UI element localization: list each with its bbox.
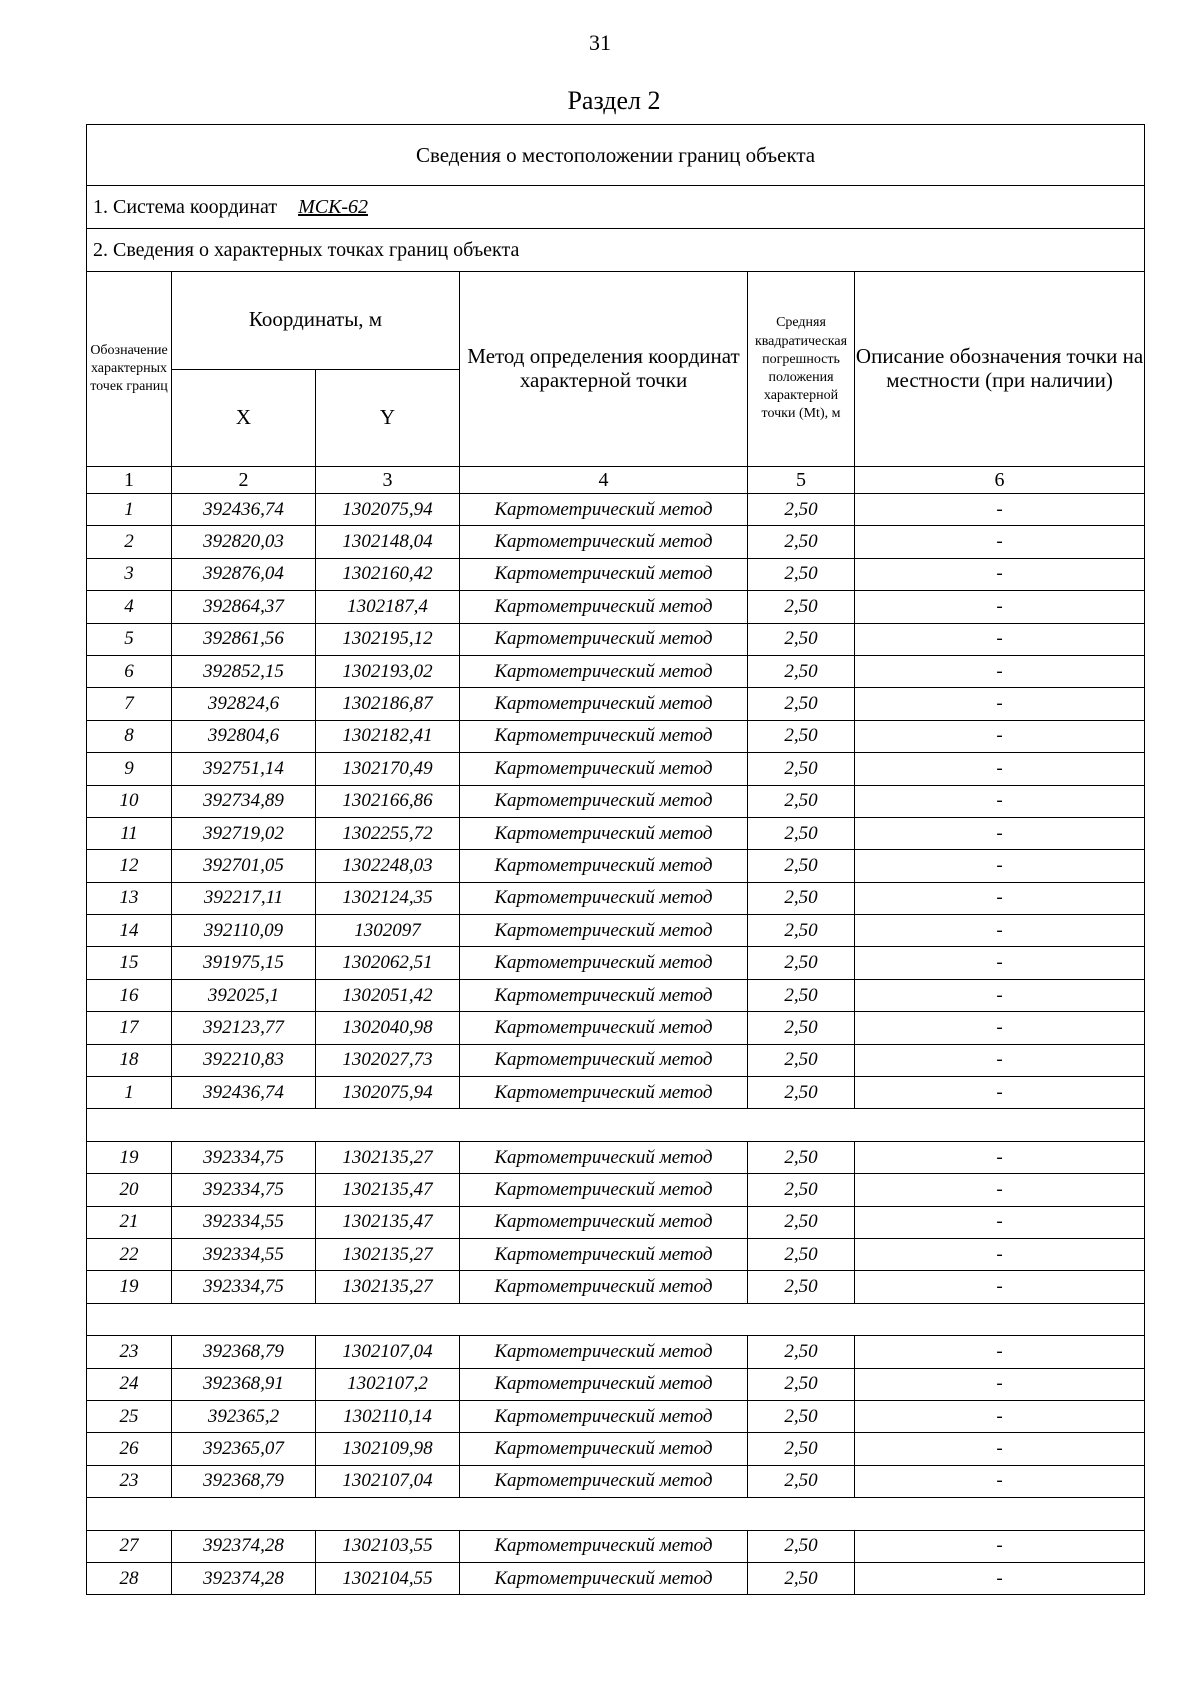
point-number: 11 <box>87 817 172 849</box>
column-number: 4 <box>460 467 748 494</box>
point-number: 28 <box>87 1562 172 1594</box>
points-heading: 2. Сведения о характерных точках границ объекта <box>87 229 1145 272</box>
point-number: 18 <box>87 1044 172 1076</box>
column-number: 3 <box>316 467 460 494</box>
group-separator-row <box>87 1303 1145 1335</box>
error-value: 2,50 <box>748 1174 855 1206</box>
coord-y: 1302182,41 <box>316 720 460 752</box>
method: Картометрический метод <box>460 882 748 914</box>
table-row <box>87 1174 1145 1206</box>
coord-x: 392734,89 <box>172 785 316 817</box>
group-separator-row <box>87 1109 1145 1141</box>
description: - <box>855 1368 1145 1400</box>
description: - <box>855 1044 1145 1076</box>
error-value: 2,50 <box>748 753 855 785</box>
point-number: 17 <box>87 1012 172 1044</box>
coord-x: 392365,07 <box>172 1433 316 1465</box>
boundary-points-table <box>86 124 1145 1595</box>
description: - <box>855 979 1145 1011</box>
table-row <box>87 623 1145 655</box>
method: Картометрический метод <box>460 817 748 849</box>
table-row <box>87 1530 1145 1562</box>
column-numbers-row <box>87 467 1145 494</box>
title-row <box>87 125 1145 186</box>
coord-x: 392334,55 <box>172 1206 316 1238</box>
method: Картометрический метод <box>460 1562 748 1594</box>
section-title: Раздел 2 <box>567 86 661 115</box>
coord-x: 392864,37 <box>172 591 316 623</box>
method: Картометрический метод <box>460 1400 748 1432</box>
column-number: 2 <box>172 467 316 494</box>
coord-y: 1302124,35 <box>316 882 460 914</box>
coord-x: 391975,15 <box>172 947 316 979</box>
method: Картометрический метод <box>460 785 748 817</box>
error-value: 2,50 <box>748 1465 855 1497</box>
table-row <box>87 1562 1145 1594</box>
description: - <box>855 1433 1145 1465</box>
error-value: 2,50 <box>748 915 855 947</box>
error-value: 2,50 <box>748 1530 855 1562</box>
coord-y: 1302104,55 <box>316 1562 460 1594</box>
point-number: 2 <box>87 526 172 558</box>
method: Картометрический метод <box>460 979 748 1011</box>
coord-x: 392025,1 <box>172 979 316 1011</box>
point-number: 26 <box>87 1433 172 1465</box>
error-value: 2,50 <box>748 1433 855 1465</box>
coord-y: 1302135,47 <box>316 1174 460 1206</box>
point-number: 19 <box>87 1141 172 1173</box>
description: - <box>855 494 1145 526</box>
description: - <box>855 1238 1145 1270</box>
description: - <box>855 655 1145 687</box>
coord-system-cell <box>87 186 1145 229</box>
method: Картометрический метод <box>460 1174 748 1206</box>
point-number: 8 <box>87 720 172 752</box>
points-heading-row <box>87 229 1145 272</box>
table-row <box>87 1206 1145 1238</box>
error-value: 2,50 <box>748 494 855 526</box>
table-row <box>87 1044 1145 1076</box>
description: - <box>855 1465 1145 1497</box>
description: - <box>855 558 1145 590</box>
table-row <box>87 1400 1145 1432</box>
method: Картометрический метод <box>460 1336 748 1368</box>
error-value: 2,50 <box>748 817 855 849</box>
coord-x: 392334,75 <box>172 1141 316 1173</box>
coord-x: 392861,56 <box>172 623 316 655</box>
method: Картометрический метод <box>460 947 748 979</box>
coord-x: 392374,28 <box>172 1530 316 1562</box>
method: Картометрический метод <box>460 623 748 655</box>
coord-x: 392436,74 <box>172 494 316 526</box>
table-row <box>87 1433 1145 1465</box>
point-number: 10 <box>87 785 172 817</box>
coord-x: 392368,79 <box>172 1465 316 1497</box>
description: - <box>855 785 1145 817</box>
description: - <box>855 1174 1145 1206</box>
coord-x: 392368,91 <box>172 1368 316 1400</box>
point-number: 4 <box>87 591 172 623</box>
description: - <box>855 1336 1145 1368</box>
error-value: 2,50 <box>748 979 855 1011</box>
error-value: 2,50 <box>748 623 855 655</box>
header-designation: Обозначение характерных точек границ <box>87 272 172 467</box>
method: Картометрический метод <box>460 1077 748 1109</box>
error-value: 2,50 <box>748 947 855 979</box>
method: Картометрический метод <box>460 753 748 785</box>
coord-system-value: МСК-62 <box>298 195 369 218</box>
coord-x: 392852,15 <box>172 655 316 687</box>
table-title: Сведения о местоположении границ объекта <box>87 125 1145 186</box>
coord-x: 392719,02 <box>172 817 316 849</box>
table-row <box>87 1465 1145 1497</box>
coord-x: 392368,79 <box>172 1336 316 1368</box>
table-row <box>87 1077 1145 1109</box>
column-number: 6 <box>855 467 1145 494</box>
method: Картометрический метод <box>460 494 748 526</box>
error-value: 2,50 <box>748 1206 855 1238</box>
coord-y: 1302255,72 <box>316 817 460 849</box>
coord-y: 1302097 <box>316 915 460 947</box>
header-y: Y <box>316 369 460 467</box>
point-number: 9 <box>87 753 172 785</box>
coord-y: 1302195,12 <box>316 623 460 655</box>
error-value: 2,50 <box>748 850 855 882</box>
coord-x: 392804,6 <box>172 720 316 752</box>
coord-x: 392110,09 <box>172 915 316 947</box>
coord-y: 1302109,98 <box>316 1433 460 1465</box>
description: - <box>855 915 1145 947</box>
method: Картометрический метод <box>460 915 748 947</box>
table-row <box>87 1141 1145 1173</box>
table-row <box>87 720 1145 752</box>
group-separator-row <box>87 1498 1145 1530</box>
table-row <box>87 1271 1145 1303</box>
error-value: 2,50 <box>748 1336 855 1368</box>
coord-y: 1302187,4 <box>316 591 460 623</box>
point-number: 5 <box>87 623 172 655</box>
method: Картометрический метод <box>460 1238 748 1270</box>
coord-y: 1302166,86 <box>316 785 460 817</box>
coord-y: 1302110,14 <box>316 1400 460 1432</box>
point-number: 15 <box>87 947 172 979</box>
table-body <box>87 125 1145 1595</box>
coord-x: 392701,05 <box>172 850 316 882</box>
description: - <box>855 1012 1145 1044</box>
coord-x: 392334,75 <box>172 1174 316 1206</box>
column-number: 5 <box>748 467 855 494</box>
point-number: 19 <box>87 1271 172 1303</box>
coord-x: 392824,6 <box>172 688 316 720</box>
table-row <box>87 882 1145 914</box>
error-value: 2,50 <box>748 655 855 687</box>
column-number: 1 <box>87 467 172 494</box>
method: Картометрический метод <box>460 1206 748 1238</box>
error-value: 2,50 <box>748 526 855 558</box>
description: - <box>855 1141 1145 1173</box>
header-error: Средняя квадратическая погрешность положения характерной точки (Mt), м <box>748 272 855 467</box>
description: - <box>855 1077 1145 1109</box>
method: Картометрический метод <box>460 1012 748 1044</box>
error-value: 2,50 <box>748 1271 855 1303</box>
method: Картометрический метод <box>460 850 748 882</box>
table-row <box>87 785 1145 817</box>
point-number: 3 <box>87 558 172 590</box>
point-number: 27 <box>87 1530 172 1562</box>
coord-x: 392436,74 <box>172 1077 316 1109</box>
description: - <box>855 591 1145 623</box>
coord-y: 1302186,87 <box>316 688 460 720</box>
error-value: 2,50 <box>748 1368 855 1400</box>
error-value: 2,50 <box>748 882 855 914</box>
table-row <box>87 947 1145 979</box>
method: Картометрический метод <box>460 1433 748 1465</box>
description: - <box>855 1400 1145 1432</box>
coord-x: 392334,55 <box>172 1238 316 1270</box>
error-value: 2,50 <box>748 1141 855 1173</box>
coord-y: 1302107,2 <box>316 1368 460 1400</box>
coord-y: 1302075,94 <box>316 494 460 526</box>
header-method: Метод определения координат характерной точки <box>460 272 748 467</box>
description: - <box>855 882 1145 914</box>
method: Картометрический метод <box>460 558 748 590</box>
description: - <box>855 1271 1145 1303</box>
coord-y: 1302051,42 <box>316 979 460 1011</box>
point-number: 13 <box>87 882 172 914</box>
point-number: 6 <box>87 655 172 687</box>
method: Картометрический метод <box>460 1271 748 1303</box>
page-number: 31 <box>589 30 611 55</box>
error-value: 2,50 <box>748 1077 855 1109</box>
description: - <box>855 688 1145 720</box>
coord-x: 392334,75 <box>172 1271 316 1303</box>
table-row <box>87 817 1145 849</box>
header-row-1 <box>87 272 1145 370</box>
coord-y: 1302193,02 <box>316 655 460 687</box>
table-row <box>87 1336 1145 1368</box>
coord-y: 1302135,27 <box>316 1141 460 1173</box>
error-value: 2,50 <box>748 1562 855 1594</box>
coord-x: 392210,83 <box>172 1044 316 1076</box>
point-number: 1 <box>87 1077 172 1109</box>
header-x: X <box>172 369 316 467</box>
coord-x: 392876,04 <box>172 558 316 590</box>
group-separator <box>87 1109 1145 1141</box>
coord-system-label: 1. Система координат <box>93 195 278 218</box>
coord-x: 392820,03 <box>172 526 316 558</box>
point-number: 23 <box>87 1465 172 1497</box>
group-separator <box>87 1498 1145 1530</box>
table-row <box>87 753 1145 785</box>
method: Картометрический метод <box>460 591 748 623</box>
method: Картометрический метод <box>460 1368 748 1400</box>
error-value: 2,50 <box>748 1238 855 1270</box>
group-separator <box>87 1303 1145 1335</box>
point-number: 23 <box>87 1336 172 1368</box>
description: - <box>855 753 1145 785</box>
coord-y: 1302040,98 <box>316 1012 460 1044</box>
method: Картометрический метод <box>460 688 748 720</box>
table-row <box>87 655 1145 687</box>
point-number: 12 <box>87 850 172 882</box>
description: - <box>855 1530 1145 1562</box>
error-value: 2,50 <box>748 1044 855 1076</box>
point-number: 20 <box>87 1174 172 1206</box>
coord-y: 1302027,73 <box>316 1044 460 1076</box>
coord-x: 392123,77 <box>172 1012 316 1044</box>
method: Картометрический метод <box>460 526 748 558</box>
header-description: Описание обозначения точки на местности (при наличии) <box>855 272 1145 467</box>
table-row <box>87 979 1145 1011</box>
coord-x: 392217,11 <box>172 882 316 914</box>
method: Картометрический метод <box>460 1530 748 1562</box>
description: - <box>855 623 1145 655</box>
point-number: 21 <box>87 1206 172 1238</box>
coord-y: 1302170,49 <box>316 753 460 785</box>
coord-system-row <box>87 186 1145 229</box>
table-row <box>87 526 1145 558</box>
coord-y: 1302103,55 <box>316 1530 460 1562</box>
point-number: 22 <box>87 1238 172 1270</box>
point-number: 24 <box>87 1368 172 1400</box>
description: - <box>855 947 1145 979</box>
coord-y: 1302135,27 <box>316 1271 460 1303</box>
coord-y: 1302248,03 <box>316 850 460 882</box>
table-row <box>87 1012 1145 1044</box>
table-row <box>87 915 1145 947</box>
description: - <box>855 850 1145 882</box>
point-number: 16 <box>87 979 172 1011</box>
description: - <box>855 817 1145 849</box>
table-row <box>87 494 1145 526</box>
method: Картометрический метод <box>460 1465 748 1497</box>
coord-y: 1302107,04 <box>316 1465 460 1497</box>
method: Картометрический метод <box>460 1044 748 1076</box>
coord-y: 1302075,94 <box>316 1077 460 1109</box>
method: Картометрический метод <box>460 1141 748 1173</box>
method: Картометрический метод <box>460 720 748 752</box>
error-value: 2,50 <box>748 558 855 590</box>
error-value: 2,50 <box>748 591 855 623</box>
error-value: 2,50 <box>748 1400 855 1432</box>
table-row <box>87 591 1145 623</box>
coord-y: 1302107,04 <box>316 1336 460 1368</box>
coord-y: 1302062,51 <box>316 947 460 979</box>
coord-x: 392374,28 <box>172 1562 316 1594</box>
coord-x: 392365,2 <box>172 1400 316 1432</box>
table-row <box>87 850 1145 882</box>
coord-y: 1302160,42 <box>316 558 460 590</box>
description: - <box>855 1562 1145 1594</box>
error-value: 2,50 <box>748 1012 855 1044</box>
coord-y: 1302135,27 <box>316 1238 460 1270</box>
error-value: 2,50 <box>748 785 855 817</box>
error-value: 2,50 <box>748 688 855 720</box>
table-row <box>87 688 1145 720</box>
description: - <box>855 720 1145 752</box>
description: - <box>855 1206 1145 1238</box>
coord-x: 392751,14 <box>172 753 316 785</box>
table-row <box>87 1238 1145 1270</box>
method: Картометрический метод <box>460 655 748 687</box>
point-number: 1 <box>87 494 172 526</box>
description: - <box>855 526 1145 558</box>
table-row <box>87 558 1145 590</box>
point-number: 7 <box>87 688 172 720</box>
point-number: 14 <box>87 915 172 947</box>
table-row <box>87 1368 1145 1400</box>
error-value: 2,50 <box>748 720 855 752</box>
coord-y: 1302135,47 <box>316 1206 460 1238</box>
coord-y: 1302148,04 <box>316 526 460 558</box>
header-coords: Координаты, м <box>172 272 460 370</box>
point-number: 25 <box>87 1400 172 1432</box>
